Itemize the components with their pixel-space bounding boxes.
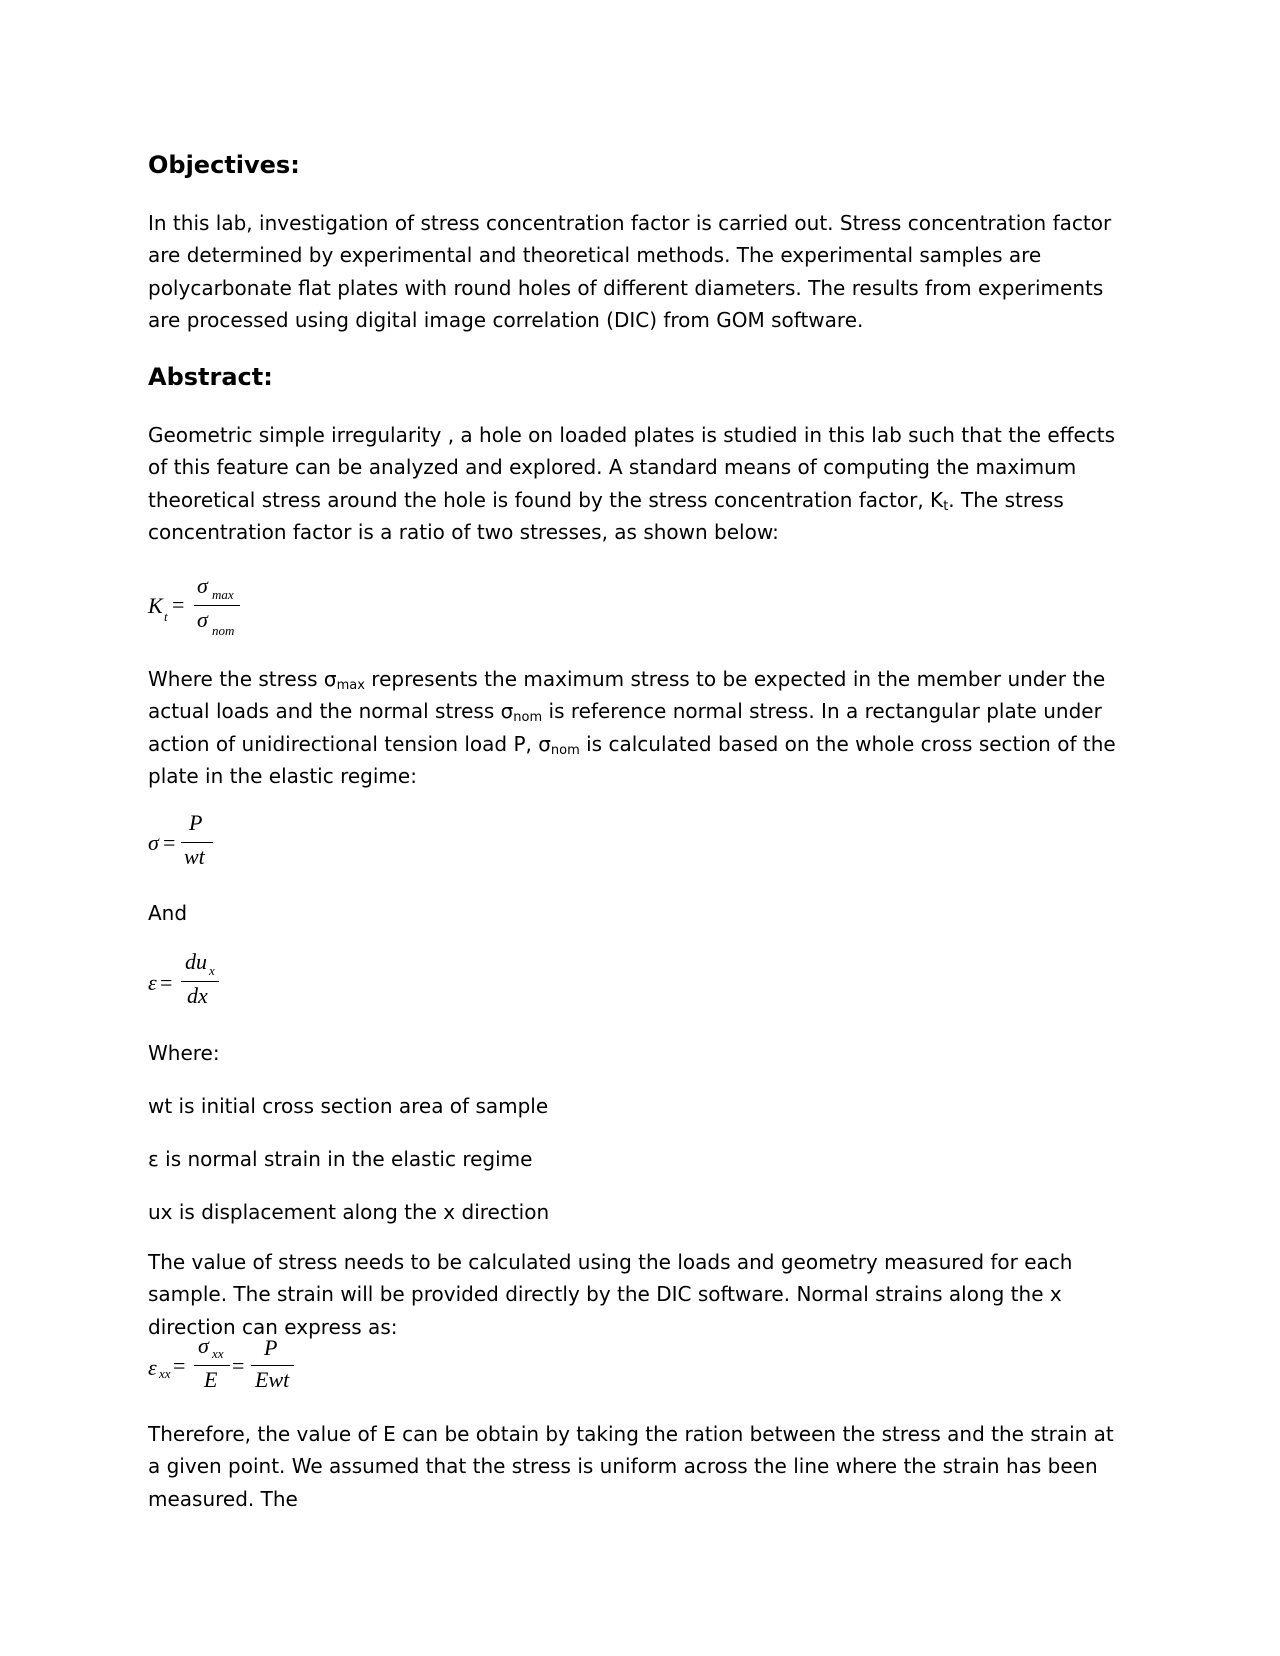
abstract-paragraph-2: Where the stress $\sigma_{max}$ represents the maximum stress to be expected in the member under the actual loads and the normal stress $\sigma_{nom}$ is reference normal stress. In a rectangular plate under action of unidirectional tension load P, $\sigma_{nom}$ is calculated based on the whole cross section of the plate in the elastic regime: <box>148 667 1116 788</box>
objectives-heading: Objectives: <box>148 151 300 179</box>
where-text: Where: <box>148 1041 220 1065</box>
definition-epsilon: ε is normal strain in the elastic regime <box>148 1147 533 1171</box>
kt-equation: K t = σ max σ nom <box>148 572 288 642</box>
definition-wt: wt is initial cross section area of sample <box>148 1094 549 1118</box>
abstract-heading: Abstract: <box>148 363 273 391</box>
objectives-paragraph: In this lab, investigation of stress concentration factor is carried out. Stress concentration factor are determined by experimental and theoretical methods. The experimental samples are polycarbonate flat plates with round holes of different diameters. The results from experiments are processed using digital image correlation (DIC) from GOM software. <box>148 211 1112 332</box>
definition-ux: ux is displacement along the x direction <box>148 1200 550 1224</box>
epsilon-equation: ε = du x dx <box>148 950 248 1010</box>
abstract-paragraph-4: Therefore, the value of E can be obtain by taking the ration between the stress and the strain at a given point. We assumed that the stress is uniform across the line where the strain has been measured. The <box>148 1422 1114 1511</box>
strain-xx-equation: ε xx = σ xx E = P Ewt <box>148 1335 328 1399</box>
and-text: And <box>148 901 188 925</box>
abstract-paragraph-1: Geometric simple irregularity , a hole on loaded plates is studied in this lab such that the effects of this feature can be analyzed and explored. A standard means of computing the maximum theoretical stress around the hole is found by the stress concentration factor, $K_t$. The stress concentration factor is a ratio of two stresses, as shown below: <box>148 423 1116 544</box>
sigma-equation: σ = P wt <box>148 812 248 872</box>
abstract-paragraph-3: The value of stress needs to be calculated using the loads and geometry measured for each sample. The strain will be provided directly by the DIC software. Normal strains along the x direction can express as: <box>148 1250 1073 1339</box>
